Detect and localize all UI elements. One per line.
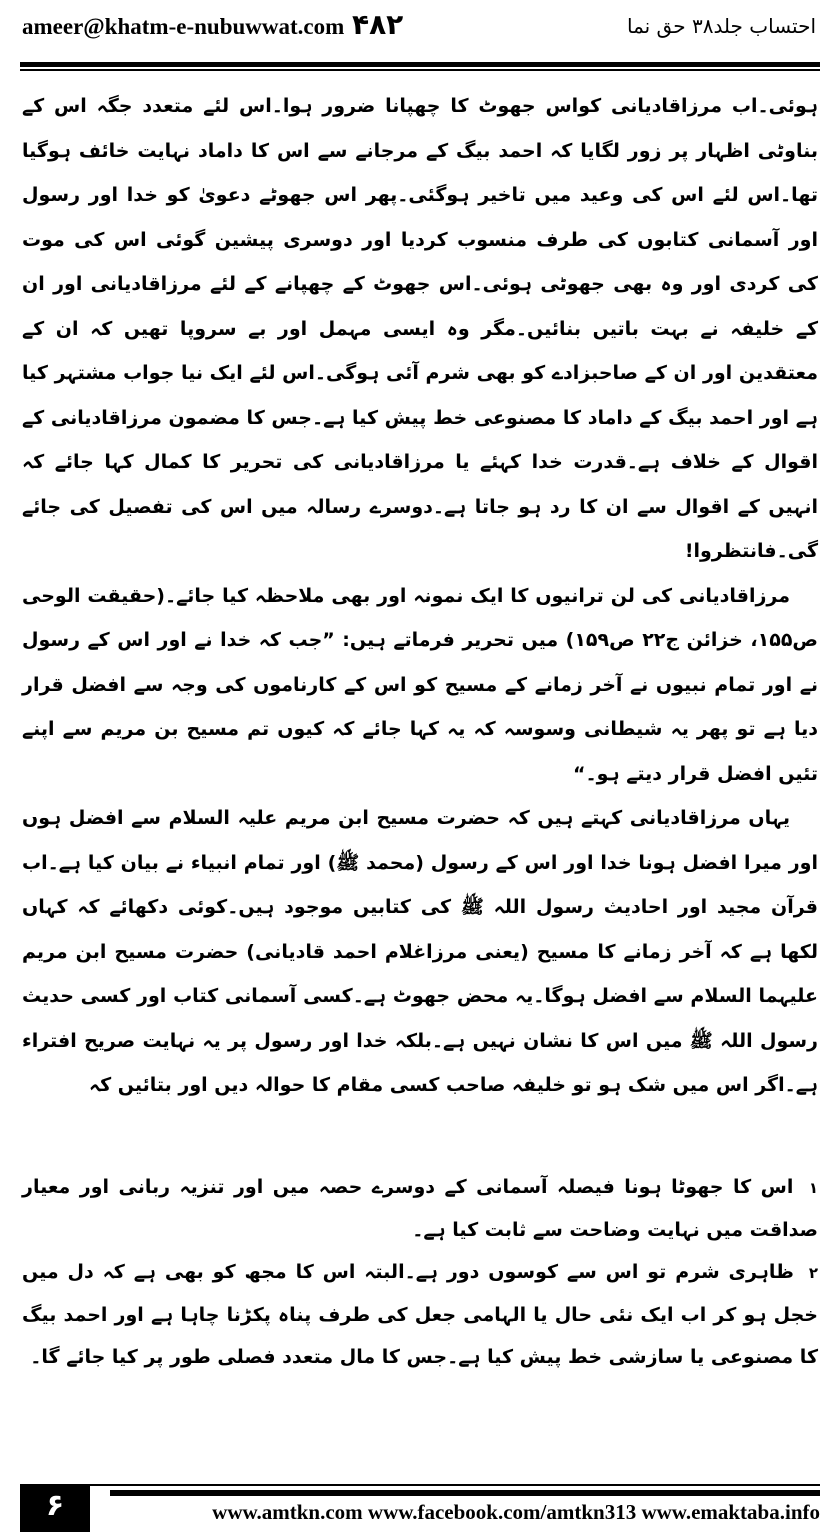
header-email: ameer@khatm-e-nubuwwat.com [22,14,345,39]
page-number: ۴۸۲ [352,8,404,41]
paragraph-3: یہاں مرزاقادیانی کہتے ہیں کہ حضرت مسیح ابن مریم علیہ السلام سے افضل ہوں اور میرا افضل ہونا خدا اور اس کے رسول (محمد ﷺ) اور تمام انبیاء نے بیان کیا ہے۔اب قرآن مجید اور احادیث رسول اللہ ﷺ کی کتابیں موجود ہیں۔کوئی دکھائے کہ کہاں لکھا ہے کہ آخر زمانے کا مسیح (یعنی مرزاغلام احمد قادیانی) حضرت مسیح ابن مریم علیہما السلام سے افضل ہوگا۔یہ محض جھوٹ ہے۔کسی آسمانی کتاب اور کسی حدیث رسول اللہ ﷺ میں اس کا نشان نہیں ہے۔بلکہ خدا اور رسول پر یہ نہایت صریح افتراء ہے۔اگر اس میں شک ہو تو خلیفہ صاحب کسی مقام کا حوالہ دیں اور بتائیں کہ [22,807,818,1096]
footnote-text-1: اس کا جھوٹا ہونا فیصلہ آسمانی کے دوسرے حصہ میں اور تنزیہ ربانی اور معیار صداقت میں نہایت وضاحت سے ثابت کیا ہے۔ [22,1176,818,1241]
paragraph-2: مرزاقادیانی کی لن ترانیوں کا ایک نمونہ اور بھی ملاحظہ کیا جائے۔(حقیقت الوحی ص۱۵۵، خزائن ج۲۲ ص۱۵۹) میں تحریر فرماتے ہیں: ”جب کہ خدا نے اور اس کے رسول نے اور تمام نبیوں نے آخر زمانے کے مسیح کو اس کے کارناموں کی وجہ سے افضل قرار دیا ہے تو پھر یہ شیطانی وسوسہ کہ یہ کہا جائے کہ کیوں تم مسیح بن مریم سے اپنے تئیں افضل قرار دیتے ہو۔“ [22,584,818,785]
footnote-2 [22,1251,818,1378]
footnote-1 [22,1166,818,1251]
running-title: احتساب جلد۳۸ حق نما [626,14,816,38]
footnotes [22,1166,818,1378]
footnote-text-2: ظاہری شرم تو اس سے کوسوں دور ہے۔البتہ اس کا مجھ کو بھی ہے کہ دل میں خجل ہو کر اب ایک نئی حال یا الہامی جعل کی طرف پناہ پکڑنا چاہا ہے اور احمد بیگ کا مصنوعی یا سازشی خط پیش کیا ہے۔جس کا مال متعدد فصلی طور پر کیا جائے گا۔ [22,1261,818,1368]
footer-page-box: ۶ [20,1484,90,1532]
footer-rule-top [20,1484,820,1486]
header-rule-thick [20,62,820,67]
footnote-marker-2: ۲ [808,1264,818,1282]
footer-rule-thick [110,1490,820,1496]
header-rule-thin [20,69,820,71]
footnote-marker-1: ۱ [808,1179,818,1197]
page-footer [0,1478,840,1540]
footer-links[interactable]: www.amtkn.com www.facebook.com/amtkn313 www.emaktaba.info [212,1500,820,1524]
main-text [22,84,818,1108]
page-header [0,0,840,70]
paragraph-1: ہوئی۔اب مرزاقادیانی کواس جھوٹ کا چھپانا ضرور ہوا۔اس لئے متعدد جگہ اس کے بناوٹی اظہار پر زور لگایا کہ احمد بیگ کے مرجانے سے اس کا داماد نہایت خائف ہوگیا تھا۔اس لئے اس کی وعید میں تاخیر ہوگئی۔پھر اس جھوٹے دعویٰ کو خدا اور رسول اور آسمانی کتابوں کی طرف منسوب کردیا اور دوسری پیشین گوئی اس کی موت کی کردی اور وہ بھی جھوٹی ہوئی۔اس جھوٹ کے چھپانے کے لئے مرزاقادیانی اور ان کے خلیفہ نے بہت باتیں بنائیں۔مگر وہ ایسی مہمل اور بے سروپا تھیں کہ ان کے معتقدین اور ان کے صاحبزادے کو بھی شرم آئی ہوگی۔اس لئے ایک نیا جواب مشتہر کیا ہے اور احمد بیگ کے داماد کا مصنوعی خط پیش کیا ہے۔جس کا مضمون مرزاقادیانی کے اقوال کے خلاف ہے۔قدرت خدا کہئے یا مرزاقادیانی کی تحریر کا کمال کہا جائے کہ انہیں کے اقوال سے ان کا رد ہو جاتا ہے۔دوسرے رسالہ میں اس کی تفصیل کی جائے گی۔فانتظروا! [22,95,818,562]
